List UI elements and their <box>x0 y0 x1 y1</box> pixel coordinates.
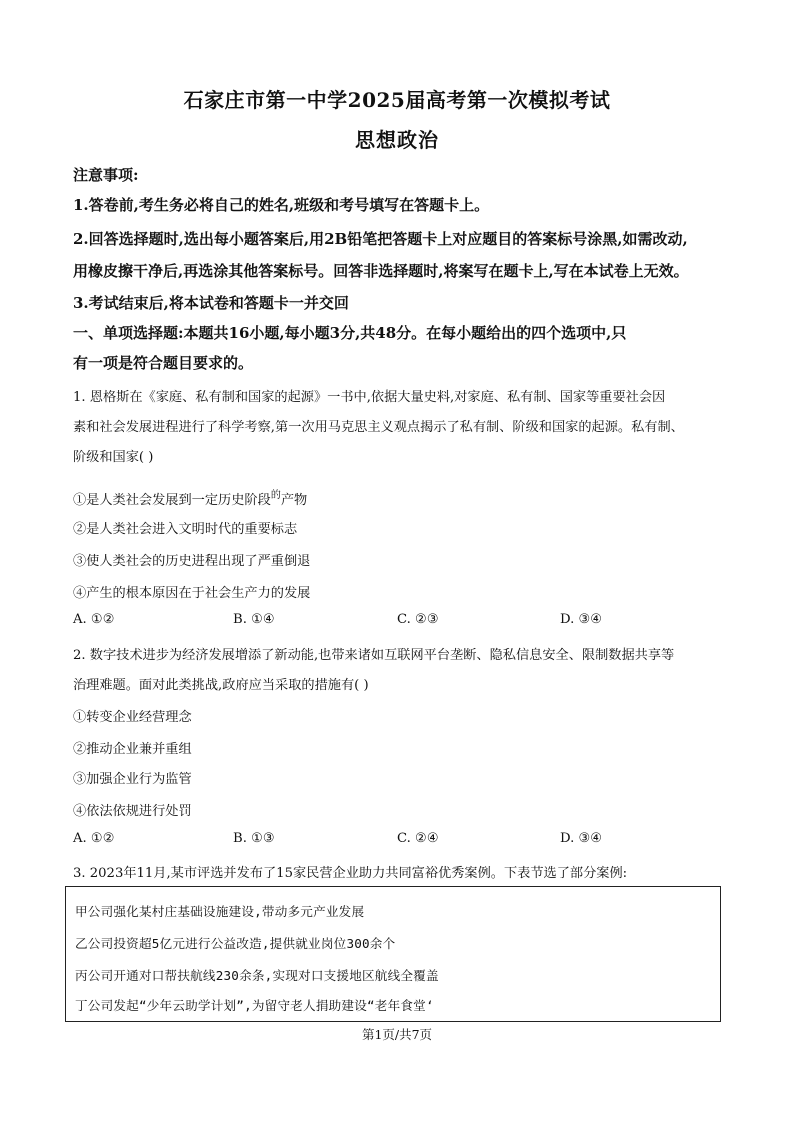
q1-statement-1-text: ①是人类社会发展到一定历史阶段 <box>73 493 271 508</box>
section-heading-line-1: 一、单项选择题:本题共16小题,每小题3分,共48分。在每小题给出的四个选项中,只 <box>73 324 627 342</box>
q2-statement-1: ①转变企业经营理念 <box>73 710 192 725</box>
q1-option-a[interactable]: A. ①② <box>73 612 115 627</box>
notice-item-2-line-1: 2.回答选择题时,选出每小题答案后,用2B铅笔把答题卡上对应题目的答案标号涂黑,如需改动, <box>73 230 688 248</box>
q2-option-b[interactable]: B. ①③ <box>233 831 275 846</box>
q2-statement-2: ②推动企业兼并重组 <box>73 742 192 757</box>
q2-stem-line-2: 治理难题。面对此类挑战,政府应当采取的措施有( ) <box>73 678 369 693</box>
subject-title: 思想政治 <box>355 128 439 152</box>
q2-statement-3: ③加强企业行为监管 <box>73 772 192 787</box>
notice-item-3: 3.考试结束后,将本试卷和答题卡一并交回 <box>73 294 349 312</box>
q2-stem-line-1: 2. 数字技术进步为经济发展增添了新动能,也带来诸如互联网平台垄断、隐私信息安全、限制数据共享等 <box>73 648 675 663</box>
section-heading-line-2: 有一项是符合题目要求的。 <box>73 354 254 372</box>
q1-statement-1 <box>73 486 723 508</box>
q2-statement-4: ④依法依规进行处罚 <box>73 804 192 819</box>
q1-statement-1-tail: 产物 <box>280 493 308 508</box>
q3-case-table <box>65 886 721 1022</box>
notice-item-2-line-2: 用橡皮擦干净后,再选涂其他答案标号。回答非选择题时,将案写在题卡上,写在本试卷上无效。 <box>73 262 689 280</box>
q3-case-2: 乙公司投资超5亿元进行公益改造,提供就业岗位300余个 <box>75 936 396 951</box>
q3-case-1: 甲公司强化某村庄基础设施建设,带动多元产业发展 <box>75 904 365 919</box>
q2-option-a[interactable]: A. ①② <box>73 831 115 846</box>
q1-statement-2: ②是人类社会进入文明时代的重要标志 <box>73 522 298 537</box>
q1-stem-line-3: 阶级和国家( ) <box>73 450 154 465</box>
q1-statement-4: ④产生的根本原因在于社会生产力的发展 <box>73 586 311 601</box>
q1-stem-line-1: 1. 恩格斯在《家庭、私有制和国家的起源》一书中,依据大量史料,对家庭、私有制、国家等重要社会因 <box>73 390 666 405</box>
q3-stem: 3. 2023年11月,某市评选并发布了15家民营企业助力共同富裕优秀案例。下表节选了部分案例: <box>73 866 628 881</box>
q1-option-b[interactable]: B. ①④ <box>233 612 275 627</box>
notice-item-1: 1.答卷前,考生务必将自己的姓名,班级和考号填写在答题卡上。 <box>73 196 490 214</box>
q1-option-c[interactable]: C. ②③ <box>397 612 439 627</box>
q3-case-4: 丁公司发起“少年云助学计划”,为留守老人捐助建设“老年食堂‘ <box>75 998 434 1013</box>
q3-case-3: 丙公司开通对口帮扶航线230余条,实现对口支援地区航线全覆盖 <box>75 968 439 983</box>
q2-option-d[interactable]: D. ③④ <box>560 831 603 846</box>
q1-option-d[interactable]: D. ③④ <box>560 612 603 627</box>
exam-title: 石家庄市第一中学2025届高考第一次模拟考试 <box>183 88 611 112</box>
notice-heading: 注意事项: <box>73 166 139 184</box>
page-number: 第1页/共7页 <box>361 1027 433 1042</box>
q1-statement-1-sup: 的 <box>270 490 281 501</box>
q1-statement-3: ③使人类社会的历史进程出现了严重倒退 <box>73 554 311 569</box>
q1-stem-line-2: 素和社会发展进程进行了科学考察,第一次用马克思主义观点揭示了私有制、阶级和国家的起源。私有制、 <box>73 420 684 435</box>
q2-option-c[interactable]: C. ②④ <box>397 831 439 846</box>
